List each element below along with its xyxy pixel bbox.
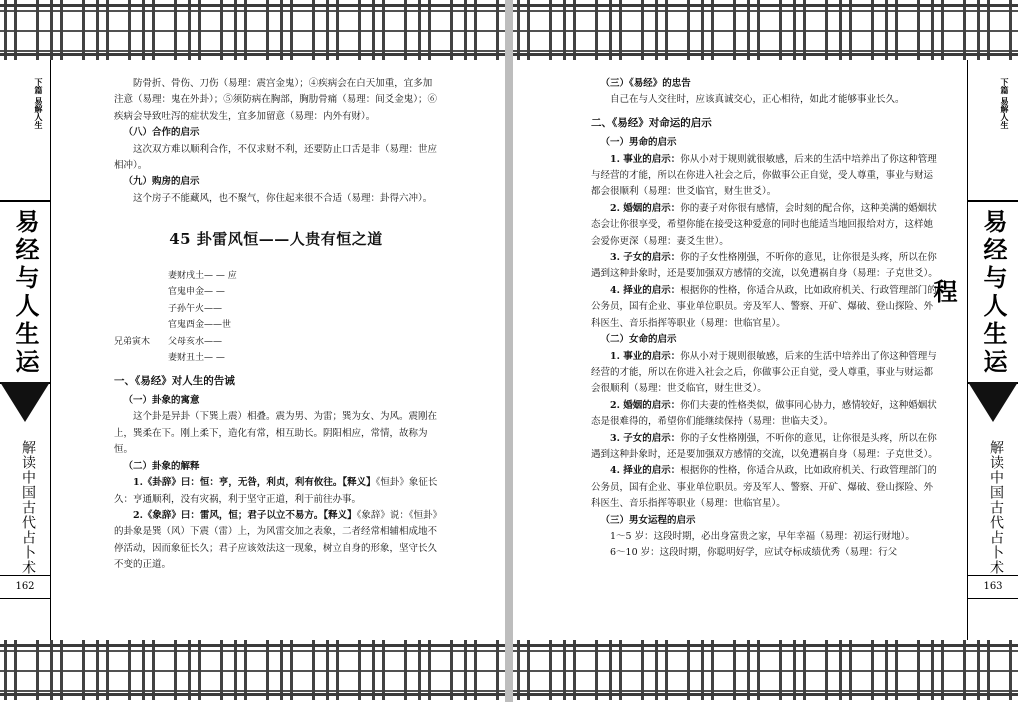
paragraph: [114, 508, 438, 574]
item-text: 你从小对于规则很敏感，后来的生活中培养出了你这种管理与经营的才能，所以在你进入社会之后，你做事公正自觉，受人尊重，事业与财运都会很顺利（易理：世爻临官，财生世爻）。: [591, 350, 937, 395]
section-label: 下篇 易解人生: [1000, 78, 1010, 129]
section-heading: （二）卦象的解释: [123, 460, 200, 472]
book-subtitle: 解读中国古代占卜术: [988, 440, 1004, 575]
left-side-column: [0, 60, 51, 640]
item-label: 1. 事业的启示：: [610, 153, 681, 165]
hexagram-line: [114, 350, 438, 367]
paragraph: 防骨折、骨伤、刀伤（易理：震宫金鬼）；④疾病会在白天加重，宜多加注意（易理：鬼在外卦）；⑤须防病在胸部，胸肋骨痛（易理：间爻金鬼）；⑥疾病会导致吐泻的症状发生，宜多加留意（易理：内外有财）。: [114, 78, 438, 122]
item-text: 你的子女性格刚强，不听你的意见，让你很是头疼，所以在你遇到这种卦象时，还是要加强双方感情的交流，以免遭祸自身（易理：子克世爻）。: [591, 252, 938, 280]
item-text: 你的子女性格刚强，不听你的意见，让你很是头疼，所以在你遇到这种卦象时，还是要加强双方感情的交流，以免遭祸自身（易理：子克世爻）。: [591, 432, 938, 460]
bold-lead: 2.《象辞》曰：雷风，恒；君子以立不易方。【释义】: [133, 509, 357, 521]
hexagram-line: [114, 334, 438, 351]
list-item: [591, 201, 941, 250]
meander-border-top: [513, 0, 1018, 60]
item-text: 根据你的性格，你适合从政，比如政府机关、行政管理部门的公务员，国有企业、事业单位职员。旁及军人、警察、开矿、爆破、登山探险、外科医生、音乐指挥等职业（易理：世临官星）。: [591, 284, 937, 329]
hexagram-table: [114, 268, 438, 367]
list-item: [591, 398, 941, 431]
section-label: 下篇 易解人生: [34, 78, 44, 129]
paragraph: 这次双方难以顺利合作，不仅求财不利，还要防止口舌是非（易理：世应相冲）。: [114, 143, 438, 172]
hexagram-line-text: 父母亥水——: [168, 336, 223, 347]
paragraph-rest: 《恒卦》象征长久：亨通顺利，没有灾祸，利于坚守正道，利于前往办事。: [114, 477, 438, 505]
hexagram-line-text: 子孙午火——: [168, 303, 223, 314]
paragraph: 这个房子不能藏风，也不聚气，你住起来很不合适（易理：卦得六冲）。: [133, 192, 433, 204]
section-heading: （三）《易经》的忠告: [600, 78, 691, 89]
bold-lead: 1.《卦辞》曰：恒：亨，无咎，利贞，利有攸往。【释义】: [133, 477, 376, 489]
hexagram-line-prefix: [114, 284, 168, 301]
part-heading: 一、《易经》对人生的告诫: [114, 374, 235, 387]
paragraph: 这个卦是异卦（下巽上震）相叠。震为男、为雷；巽为女、为风。震刚在上，巽柔在下。刚上柔下，造化有常，相互助长。阴阳相应，常情，故称为恒。: [114, 411, 438, 456]
meander-border-top: [0, 0, 505, 60]
hexagram-line: [114, 301, 438, 318]
list-item: [591, 250, 941, 283]
meander-border-bottom: [513, 640, 1018, 700]
item-text: 根据你的性格，你适合从政，比如政府机关、行政管理部门的公务员，国有企业、事业单位职员。旁及军人、警察、开矿、爆破、登山探险、外科医生、音乐指挥等职业（易理：世临官星）。: [591, 465, 937, 510]
left-page: [0, 0, 505, 702]
section-heading: （九）购房的启示: [123, 176, 200, 188]
hexagram-line-prefix: [114, 301, 168, 318]
hexagram-line: [114, 317, 438, 334]
right-text-column: [591, 76, 941, 562]
item-text: 你从小对于规则就很敏感，后来的生活中培养出了你这种管理与经营的才能，所以在你进入社会之后，你做事公正自觉，受人尊重，事业与财运都会很顺利（易理：世爻临官，财生世爻）。: [591, 153, 937, 198]
hexagram-line-prefix: [114, 268, 168, 285]
item-label: 1. 事业的启示：: [610, 350, 681, 362]
section-heading: （一）卦象的寓意: [123, 395, 200, 407]
black-triangle-ornament: [0, 382, 50, 422]
book-title-box: [0, 200, 50, 384]
item-label: 4. 择业的启示：: [610, 465, 681, 477]
list-item: [591, 152, 941, 201]
hexagram-line-prefix: [114, 317, 168, 334]
hexagram-line: [114, 268, 438, 285]
page-number: 163: [968, 575, 1018, 599]
section-heading: （八）合作的启示: [123, 127, 200, 139]
black-triangle-ornament: [968, 382, 1018, 422]
paragraph: 6～10 岁：这段时期，你聪明好学，应试夺标成绩优秀（易理：行父: [610, 547, 898, 559]
paragraph: 自己在与人交往时，应该真诚交心，正心相待，如此才能够事业长久。: [610, 94, 905, 106]
meander-border-bottom: [0, 640, 505, 700]
hexagram-line-text: 官鬼申金— —: [168, 287, 225, 298]
section-heading: （一）男命的启示: [600, 137, 677, 149]
paragraph-rest: 《象辞》说：《恒卦》的卦象是巽（风）下震（雷）上，为风雷交加之表象，二者经常相辅相成地不停活动，因而象征长久；君子应该效法这一现象，树立自身的形象，坚守长久不变的正道。: [114, 509, 438, 571]
item-text: 你们夫妻的性格类似，做事同心协力，感情较好，这种婚姻状态是很难得的，希望你们能继续保持（易理：世临夫爻）。: [591, 399, 937, 428]
item-label: 3. 子女的启示：: [610, 252, 681, 264]
item-label: 4. 择业的启示：: [610, 284, 681, 296]
right-side-column: [929, 60, 1018, 640]
item-label: 2. 婚姻的启示：: [610, 202, 681, 214]
item-label: 3. 子女的启示：: [610, 432, 681, 444]
book-title-box: [929, 200, 1018, 384]
paragraph: [114, 475, 438, 508]
hexagram-line-text: 妻财戌土— — 应: [168, 270, 237, 281]
right-page: [513, 0, 1018, 702]
list-item: [591, 463, 941, 512]
hexagram-line: [114, 284, 438, 301]
book-subtitle: 解读中国古代占卜术: [20, 440, 36, 575]
list-item: [591, 283, 941, 332]
part-heading: 二、《易经》对命运的启示: [591, 116, 712, 129]
hexagram-line-prefix: 兄弟寅木: [114, 336, 151, 347]
hexagram-line-text: 妻财丑土— —: [168, 353, 225, 364]
list-item: [591, 349, 941, 398]
section-heading: （二）女命的启示: [600, 334, 677, 346]
chapter-title: 45 卦雷风恒——人贵有恒之道: [169, 230, 383, 249]
section-heading: （三）男女运程的启示: [600, 514, 696, 526]
left-text-column: [114, 76, 438, 574]
item-label: 2. 婚姻的启示：: [610, 399, 681, 411]
hexagram-line-prefix: [114, 350, 168, 367]
hexagram-line-text: 官鬼酉金——世: [168, 320, 232, 331]
list-item: [591, 431, 941, 464]
book-title: 易经与人生运: [11, 209, 40, 377]
paragraph: 1～5 岁：这段时期，必出身富贵之家，早年幸福（易理：初运行财地）。: [610, 530, 915, 542]
page-number: 162: [0, 575, 50, 599]
item-text: 你的妻子对你很有感情，会时刻的配合你，这种美满的婚姻状态会让你很享受，希望你能在接受这种爱意的同时也能适当地回报给对方，这样她会爱你更深（易理：妻爻生世）。: [591, 202, 937, 247]
book-title: 易经与人生运程: [929, 209, 1008, 377]
